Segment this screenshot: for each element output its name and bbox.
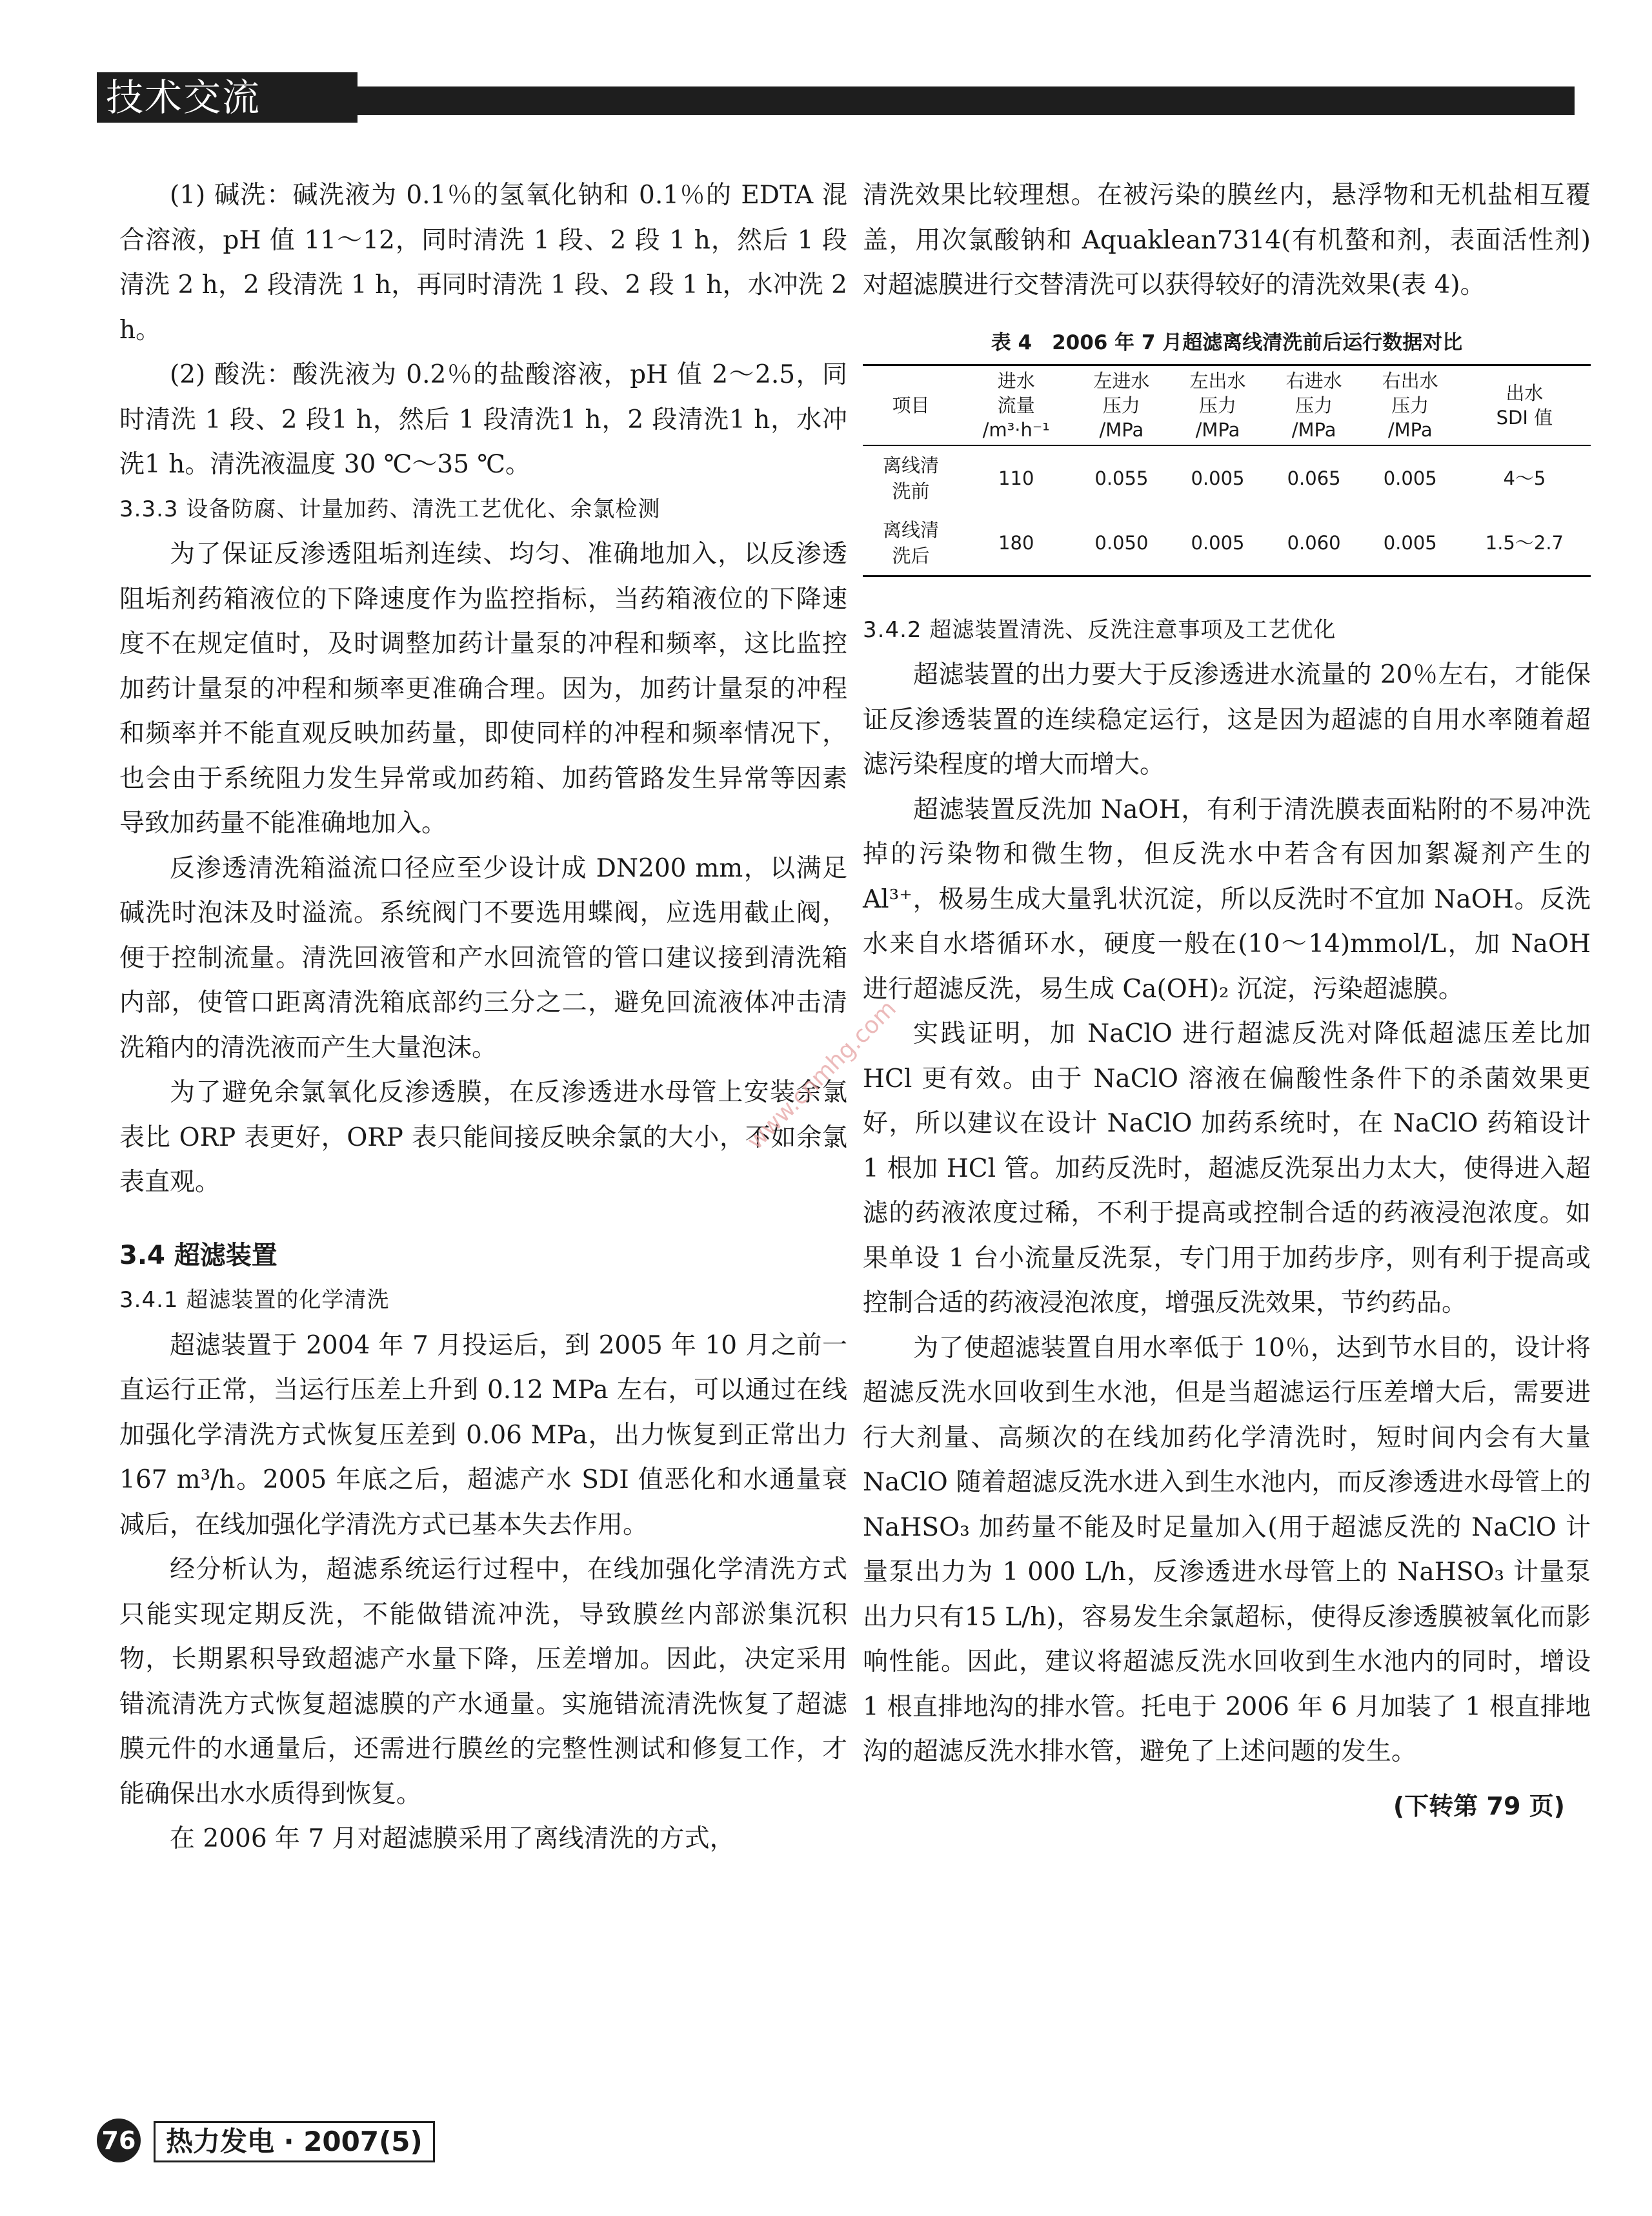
table-cell: 4～5 [1503, 467, 1546, 489]
table-header-cell: 进水 流量 /m³·h⁻¹ [982, 369, 1050, 441]
data-table [863, 364, 1591, 577]
paragraph-offline-cleaning: 在 2006 年 7 月对超滤膜采用了离线清洗的方式， [170, 1824, 735, 1853]
page-header [97, 72, 1575, 123]
table-spacer [863, 577, 1591, 608]
paragraph-residual-chlorine: 为了避免余氯氧化反渗透膜，在反渗透进水母管上安装余氯表比 ORP 表更好，ORP 表只能间接反映余氯的大小，不如余氯表直观。 [119, 1078, 847, 1197]
paragraph-dosing-monitoring: 为了保证反渗透阻垢剂连续、均匀、准确地加入，以反渗透阻垢剂药箱液位的下降速度作为监控指标，当药箱液位的下降速度不在规定值时，及时调整加药计量泵的冲程和频率，这比监控加药计量泵的冲程和频率更准确合理。因为，加药计量泵的冲程和频率并不能直观反映加药量，即使同样的冲程和频率情况下，也会由于系统阻力发生异常或加药箱、加药管路发生异常等因素导致加药量不能准确地加入。 [119, 540, 847, 838]
paragraph-uf-output: 超滤装置的出力要大于反渗透进水流量的 20％左右，才能保证反渗透装置的连续稳定运行，这是因为超滤的自用水率随着超滤污染程度的增大而增大。 [863, 660, 1591, 779]
right-column [863, 173, 1591, 1822]
paragraph-cleaning-tank: 反渗透清洗箱溢流口径应至少设计成 DN200 mm，以满足碱洗时泡沫及时溢流。系统阀门不要选用蝶阀，应选用截止阀，便于控制流量。清洗回液管和产水回流管的管口建议接到清洗箱内部，使管口距离清洗箱底部约三分之二，避免回流液体冲击清洗箱内的清洗液而产生大量泡沫。 [119, 853, 847, 1062]
section-3-4-heading: 3.4 超滤装置 [119, 1240, 277, 1270]
left-column [119, 173, 847, 1862]
table-header-cell: 右出水 压力 /MPa [1382, 369, 1438, 441]
subsection-3-4-2-heading: 3.4.2 超滤装置清洗、反洗注意事项及工艺优化 [863, 616, 1336, 643]
table-caption: 表 4 2006 年 7 月超滤离线清洗前后运行数据对比 [991, 330, 1463, 354]
table-cell: 离线清 洗后 [883, 518, 940, 567]
table-header-cell: 项目 [892, 394, 930, 416]
table-header-cell: 出水 SDI 值 [1496, 381, 1553, 429]
continued-note: (下转第 79 页) [1393, 1791, 1565, 1820]
table-cell: 0.005 [1191, 467, 1245, 489]
subsection-3-3-3-heading: 3.3.3 设备防腐、计量加药、清洗工艺优化、余氯检测 [119, 496, 661, 522]
watermark: www.cnmhg.com [742, 995, 902, 1155]
table-header-cell: 左出水 压力 /MPa [1189, 369, 1246, 441]
table-cell: 0.050 [1094, 531, 1149, 554]
paragraph-uf-operation: 超滤装置于 2004 年 7 月投运后，到 2005 年 10 月之前一直运行正常，当运行压差上升到 0.12 MPa 左右，可以通过在线加强化学清洗方式恢复压差到 0.06 MPa，出力恢复到正常出力 167 m³/h。2005 年底之后，超滤产水 SDI 值恶化和水通量衰减后，在线加强化学清洗方式已基本失去作用。 [119, 1330, 847, 1540]
table-cell: 180 [998, 531, 1034, 554]
table-header-row [863, 365, 1591, 445]
paragraph-naoh-backwash: 超滤装置反洗加 NaOH，有利于清洗膜表面粘附的不易冲洗掉的污染物和微生物，但反洗水中若含有因加絮凝剂产生的 Al³⁺，极易生成大量乳状沉淀，所以反洗时不宜加 NaOH。反洗水来自水塔循环水，硬度一般在(10～14)mmol/L，加 NaOH 进行超滤反洗，易生成 Ca(OH)₂ 沉淀，污染超滤膜。 [863, 795, 1591, 1004]
section-tag: 技术交流 [97, 72, 358, 123]
header-rule [348, 86, 1575, 115]
paragraph-water-recovery: 为了使超滤装置自用水率低于 10％，达到节水目的，设计将超滤反洗水回收到生水池，但是当超滤运行压差增大后，需要进行大剂量、高频次的在线加药化学清洗时，短时间内会有大量 NaClO 随着超滤反洗水进入到生水池内，而反渗透进水母管上的 NaHSO₃ 加药量不能及时足量加入(用于超滤反洗的 NaClO 计量泵出力为 1 000 L/h，反渗透进水母管上的 NaHSO₃ 计量泵出力只有15 L/h)，容易发生余氯超标，使得反渗透膜被氧化而影响性能。因此，建议将超滤反洗水回收到生水池内的同时，增设 1 根直排地沟的排水管。托电于 2006 年 6 月加装了 1 根直排地沟的超滤反洗水排水管，避免了上述问题的发生。 [863, 1333, 1591, 1766]
table-cell: 0.005 [1383, 531, 1437, 554]
table-cell: 0.005 [1191, 531, 1245, 554]
table-row [863, 511, 1591, 576]
page-number: 76 [97, 2119, 141, 2162]
table-cell: 1.5～2.7 [1485, 531, 1564, 554]
table-row [863, 445, 1591, 511]
paragraph-crossflow-cleaning: 经分析认为，超滤系统运行过程中，在线加强化学清洗方式只能实现定期反洗，不能做错流冲洗，导致膜丝内部淤集沉积物，长期累积导致超滤产水量下降，压差增加。因此，决定采用错流清洗方式恢复超滤膜的产水通量。实施错流清洗恢复了超滤膜元件的水通量后，还需进行膜丝的完整性测试和修复工作，才能确保出水水质得到恢复。 [119, 1555, 847, 1809]
table-cell: 离线清 洗前 [883, 454, 940, 502]
table-header-cell: 左进水 压力 /MPa [1093, 369, 1150, 441]
paragraph-acid-wash: (2) 酸洗：酸洗液为 0.2％的盐酸溶液，pH 值 2～2.5，同时清洗 1 段、2 段1 h，然后 1 段清洗1 h，2 段清洗1 h，水冲洗1 h。清洗液温度 30 ℃～35 ℃。 [119, 360, 847, 479]
journal-citation: 热力发电 · 2007(5) [154, 2121, 435, 2162]
paragraph-naclo-backwash: 实践证明，加 NaClO 进行超滤反洗对降低超滤压差比加 HCl 更有效。由于 NaClO 溶液在偏酸性条件下的杀菌效果更好，所以建议在设计 NaClO 加药系统时，在 NaClO 药箱设计 1 根加 HCl 管。加药反洗时，超滤反洗泵出力太大，使得进入超滤的药液浓度过稀，不利于提高或控制合适的药液浸泡浓度。如果单设 1 台小流量反洗泵，专门用于加药步序，则有利于提高或控制合适的药液浸泡浓度，增强反洗效果，节约药品。 [863, 1019, 1591, 1317]
table-cell: 0.065 [1287, 467, 1341, 489]
subsection-3-4-1-heading: 3.4.1 超滤装置的化学清洗 [119, 1287, 390, 1313]
table-cell: 0.005 [1383, 467, 1437, 489]
paragraph-cleaning-effect: 清洗效果比较理想。在被污染的膜丝内，悬浮物和无机盐相互覆盖，用次氯酸钠和 Aquaklean7314(有机螯和剂，表面活性剂)对超滤膜进行交替清洗可以获得较好的清洗效果(表 4)。 [863, 181, 1591, 300]
table-cell: 0.060 [1287, 531, 1341, 554]
table-cell: 0.055 [1094, 467, 1149, 489]
table-cell: 110 [998, 467, 1034, 489]
paragraph-alkali-wash: (1) 碱洗：碱洗液为 0.1％的氢氧化钠和 0.1％的 EDTA 混合溶液，pH 值 11～12，同时清洗 1 段、2 段 1 h，然后 1 段清洗 2 h，2 段清洗 1 h，再同时清洗 1 段、2 段 1 h，水冲洗 2 h。 [119, 181, 847, 345]
table-header-cell: 右进水 压力 /MPa [1285, 369, 1342, 441]
